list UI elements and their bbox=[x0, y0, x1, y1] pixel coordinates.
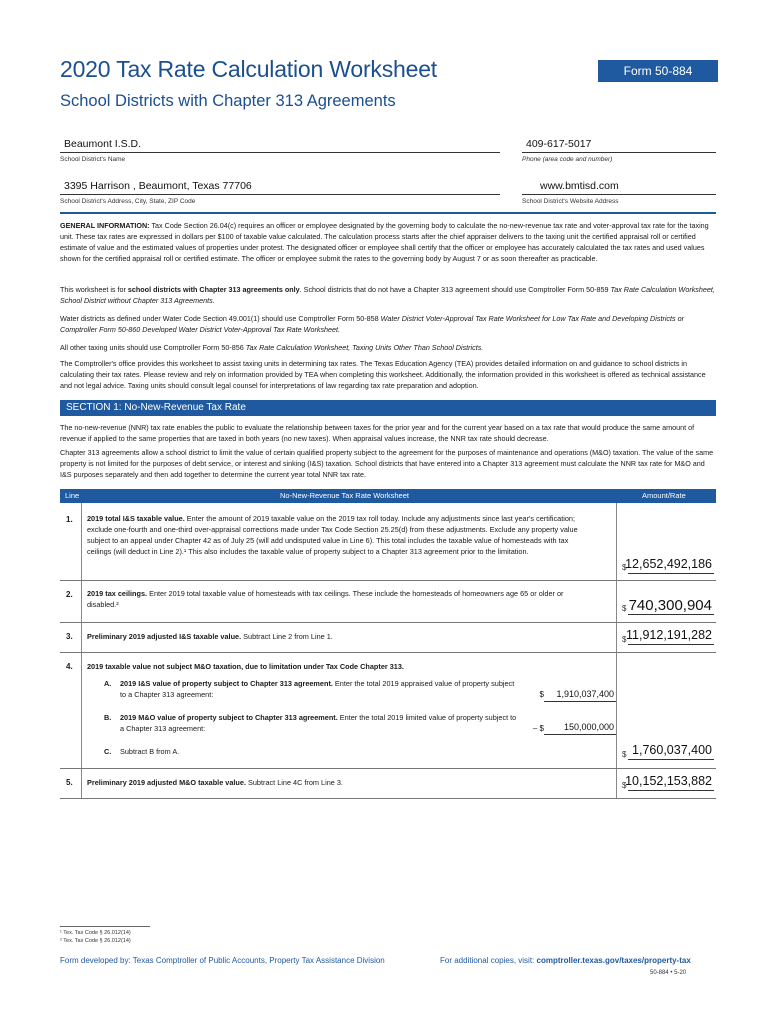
form-number-badge: Form 50-884 bbox=[598, 60, 718, 82]
line-description-text: Enter the amount of 2019 taxable value on the 2019 tax roll today. Include any adjustments since last year's certification; exclude one-fourth and one-third over-appraisal corrections made under Tax Code Section 25.25(d) from these adjustments. Exclude any property value subject to an appeal under Chapter 42 as of July 25 (will add undisputed value in Line 6). This total includes the taxable value of homesteads with tax ceilings (will deduct in Line 2).¹ This also includes the taxable value of property subject to a Chapter 313 agreement prior to the limitation. bbox=[87, 514, 578, 556]
amount-underline bbox=[544, 734, 616, 735]
line-description-bold: Preliminary 2019 adjusted I&S taxable value. bbox=[87, 632, 242, 641]
district-address-caption: School District's Address, City, State, ZIP Code bbox=[60, 198, 196, 205]
website-caption: School District's Website Address bbox=[522, 198, 619, 205]
line-description-bold: 2019 total I&S taxable value. bbox=[87, 514, 185, 523]
footer-developer-credit: Form developed by: Texas Comptroller of Public Accounts, Property Tax Assistance Division bbox=[60, 956, 385, 965]
footer-copies bbox=[440, 956, 691, 965]
sub-line-description bbox=[120, 678, 520, 700]
line-description-text: Subtract Line 2 from Line 1. bbox=[241, 632, 333, 641]
scope-text-bold: school districts with Chapter 313 agreements only bbox=[127, 285, 300, 294]
comptroller-paragraph: The Comptroller's office provides this worksheet to assist taxing units in determining tax rates. The Texas Education Agency (TEA) provides detailed information on and guidance to school districts in calculating their tax rates. Please review and rely on information provided by TEA when completing this worksheet. Additionally, the information provided in this worksheet is offered as technical assistance and not legal advice. Taxing units should consult legal counsel for interpretations of law regarding tax rate preparation and adoption. bbox=[60, 359, 706, 390]
line-description bbox=[87, 588, 587, 610]
line-number: 1. bbox=[66, 515, 73, 524]
currency-symbol: $ bbox=[622, 750, 627, 759]
page-subtitle: School Districts with Chapter 313 Agreements bbox=[60, 92, 396, 110]
line-number: 4. bbox=[66, 662, 73, 671]
line-description bbox=[87, 631, 587, 642]
line-description-text: Enter 2019 total taxable value of homesteads with tax ceilings. These include the homesteads of homeowners age 65 or older or disabled.² bbox=[87, 589, 564, 609]
line-description bbox=[87, 513, 587, 557]
col-amount-header: Amount/Rate bbox=[642, 491, 686, 500]
footer-copies-prefix: For additional copies, visit: bbox=[440, 956, 537, 965]
water-districts-paragraph bbox=[60, 313, 715, 335]
footer-form-code: 50-884 • 5-20 bbox=[650, 970, 687, 976]
phone-caption: Phone (area code and number) bbox=[522, 156, 613, 163]
currency-symbol: $ bbox=[622, 563, 627, 572]
table-row bbox=[60, 503, 716, 581]
phone-value[interactable]: 409-617-5017 bbox=[526, 138, 592, 150]
phone-line bbox=[522, 152, 716, 153]
section-1-header: SECTION 1: No-New-Revenue Tax Rate bbox=[60, 400, 716, 416]
table-row bbox=[60, 580, 716, 623]
worksheet-table-header bbox=[60, 489, 716, 503]
scope-text-a: This worksheet is for bbox=[60, 285, 128, 294]
footnote-divider bbox=[60, 926, 150, 927]
line-description-text: Subtract Line 4C from Line 3. bbox=[245, 778, 343, 787]
line-description-bold: Preliminary 2019 adjusted M&O taxable value. bbox=[87, 778, 246, 787]
table-row bbox=[60, 652, 716, 769]
line-description-bold: 2019 taxable value not subject M&O taxation, due to limitation under Tax Code Chapter 313. bbox=[87, 662, 404, 671]
water-text-italic: Water District Voter-Approval Tax Rate Worksheet for Low Tax Rate and Developing Districts or Comptroller Form 50-860 Developed Water District Voter-Approval Tax Rate Worksheet. bbox=[60, 314, 685, 334]
other-text-a: All other taxing units should use Comptroller Form 50-856 bbox=[60, 343, 246, 352]
footer-copies-link[interactable]: comptroller.texas.gov/taxes/property-tax bbox=[536, 956, 691, 965]
district-name-value[interactable]: Beaumont I.S.D. bbox=[64, 138, 142, 150]
section-1-nnr-paragraph: The no-new-revenue (NNR) tax rate enables the public to evaluate the relationship between taxes for the prior year and for the current year based on a tax rate that would produce the same amount of revenue if applied to the same properties that are taxed in both years (no new taxes). When appraisal values increase, the NNR tax rate should decrease. bbox=[60, 423, 695, 443]
sub-line-description-bold: 2019 M&O value of property subject to Chapter 313 agreement. bbox=[120, 713, 338, 722]
header-divider bbox=[60, 212, 716, 214]
line-number: 2. bbox=[66, 590, 73, 599]
sub-line-letter: C. bbox=[104, 747, 112, 756]
col-line-header: Line bbox=[65, 491, 80, 500]
scope-text-italic: Tax Rate Calculation Worksheet, School District without Chapter 313 Agreements. bbox=[60, 285, 715, 305]
water-text-a: Water districts as defined under Water Code Section 49.001(1) should use Comptroller Form 50-858 bbox=[60, 314, 381, 323]
general-information-text: Tax Code Section 26.04(c) requires an officer or employee designated by the governing body to calculate the no-new-revenue tax rate and voter-approval tax rate for the taxing unit. These tax rates are expressed in dollars per $100 of taxable value calculated. The calculation process starts after the chief appraiser delivers to the taxing unit the certified appraisal roll or certified estimate of value and the estimated values of properties under protest. The designated officer or employee shall certify that the officer or employee has accurately calculated the tax rates and used values shown for the certified appraisal roll or certified estimate. The officer or employee submit the rates to the governing body by August 7 or as soon thereafter as practicable. bbox=[60, 221, 709, 263]
currency-symbol: $ bbox=[622, 635, 627, 644]
line-description bbox=[87, 777, 587, 788]
general-information-paragraph bbox=[60, 220, 715, 264]
sub-line-description-bold: 2019 I&S value of property subject to Chapter 313 agreement. bbox=[120, 679, 333, 688]
sub-line-prefix: – $ bbox=[532, 724, 544, 733]
currency-symbol: $ bbox=[622, 781, 627, 790]
section-1-chapter313-paragraph: Chapter 313 agreements allow a school district to limit the value of certain qualified property subject to the agreement for the purposes of maintenance and operations (M&O) taxation. The value of the same property is not limited for the purposes of debt service, or interest and sinking (I&S) taxation. School districts that have entered into a Chapter 313 agreement must calculate the NNR tax rate for M&O and I&S purposes separately and then add together to determine the current year total NNR tax rate. bbox=[60, 448, 714, 479]
district-name-caption: School District's Name bbox=[60, 156, 126, 163]
scope-text-b: . School districts that do not have a Chapter 313 agreement should use Comptroller Form 50-859 bbox=[299, 285, 611, 294]
line-4a-amount[interactable]: 1,910,037,400 bbox=[556, 689, 614, 699]
footnote-1: ¹ Tex. Tax Code § 26.012(14) bbox=[60, 930, 131, 936]
district-name-line bbox=[60, 152, 500, 153]
line-description bbox=[87, 661, 587, 672]
other-text-italic: Tax Rate Calculation Worksheet, Taxing Units Other Than School Districts. bbox=[245, 343, 484, 352]
line-5-amount[interactable]: 10,152,153,882 bbox=[625, 774, 712, 788]
line-description-bold: 2019 tax ceilings. bbox=[87, 589, 148, 598]
worksheet-scope-paragraph bbox=[60, 284, 715, 306]
amount-underline bbox=[544, 701, 616, 702]
other-units-paragraph bbox=[60, 342, 715, 353]
col-worksheet-header: No-New-Revenue Tax Rate Worksheet bbox=[280, 491, 409, 500]
district-address-value[interactable]: 3395 Harrison , Beaumont, Texas 77706 bbox=[64, 180, 252, 192]
amount-underline bbox=[628, 644, 714, 645]
page-title: 2020 Tax Rate Calculation Worksheet bbox=[60, 56, 437, 82]
line-4c-amount[interactable]: 1,760,037,400 bbox=[632, 743, 712, 757]
general-information-label: GENERAL INFORMATION: bbox=[60, 221, 150, 230]
footnote-2: ² Tex. Tax Code § 26.012(14) bbox=[60, 938, 131, 944]
sub-line-description-text: Enter the total 2019 limited value of property subject to a Chapter 313 agreement: bbox=[120, 713, 517, 733]
line-number: 3. bbox=[66, 632, 73, 641]
amount-underline bbox=[628, 614, 714, 615]
line-2-amount[interactable]: 740,300,904 bbox=[628, 597, 712, 614]
sub-line-description bbox=[120, 712, 520, 734]
line-3-amount[interactable]: 11,912,191,282 bbox=[626, 628, 712, 642]
table-row bbox=[60, 622, 716, 653]
table-row bbox=[60, 768, 716, 799]
website-value[interactable]: www.bmtisd.com bbox=[540, 180, 619, 192]
line-number: 5. bbox=[66, 778, 73, 787]
sub-line-prefix: $ bbox=[539, 690, 544, 699]
amount-underline bbox=[628, 790, 714, 791]
amount-underline bbox=[628, 759, 714, 760]
line-1-amount[interactable]: 12,652,492,186 bbox=[625, 557, 712, 571]
sub-line-letter: A. bbox=[104, 679, 112, 688]
sub-line-description-text: Enter the total 2019 appraised value of property subject to a Chapter 313 agreement: bbox=[120, 679, 515, 699]
sub-line-description: Subtract B from A. bbox=[120, 747, 180, 756]
district-address-line bbox=[60, 194, 500, 195]
currency-symbol: $ bbox=[622, 604, 627, 613]
amount-underline bbox=[628, 573, 714, 574]
line-4b-amount[interactable]: 150,000,000 bbox=[563, 722, 614, 732]
sub-line-letter: B. bbox=[104, 713, 112, 722]
website-line bbox=[522, 194, 716, 195]
